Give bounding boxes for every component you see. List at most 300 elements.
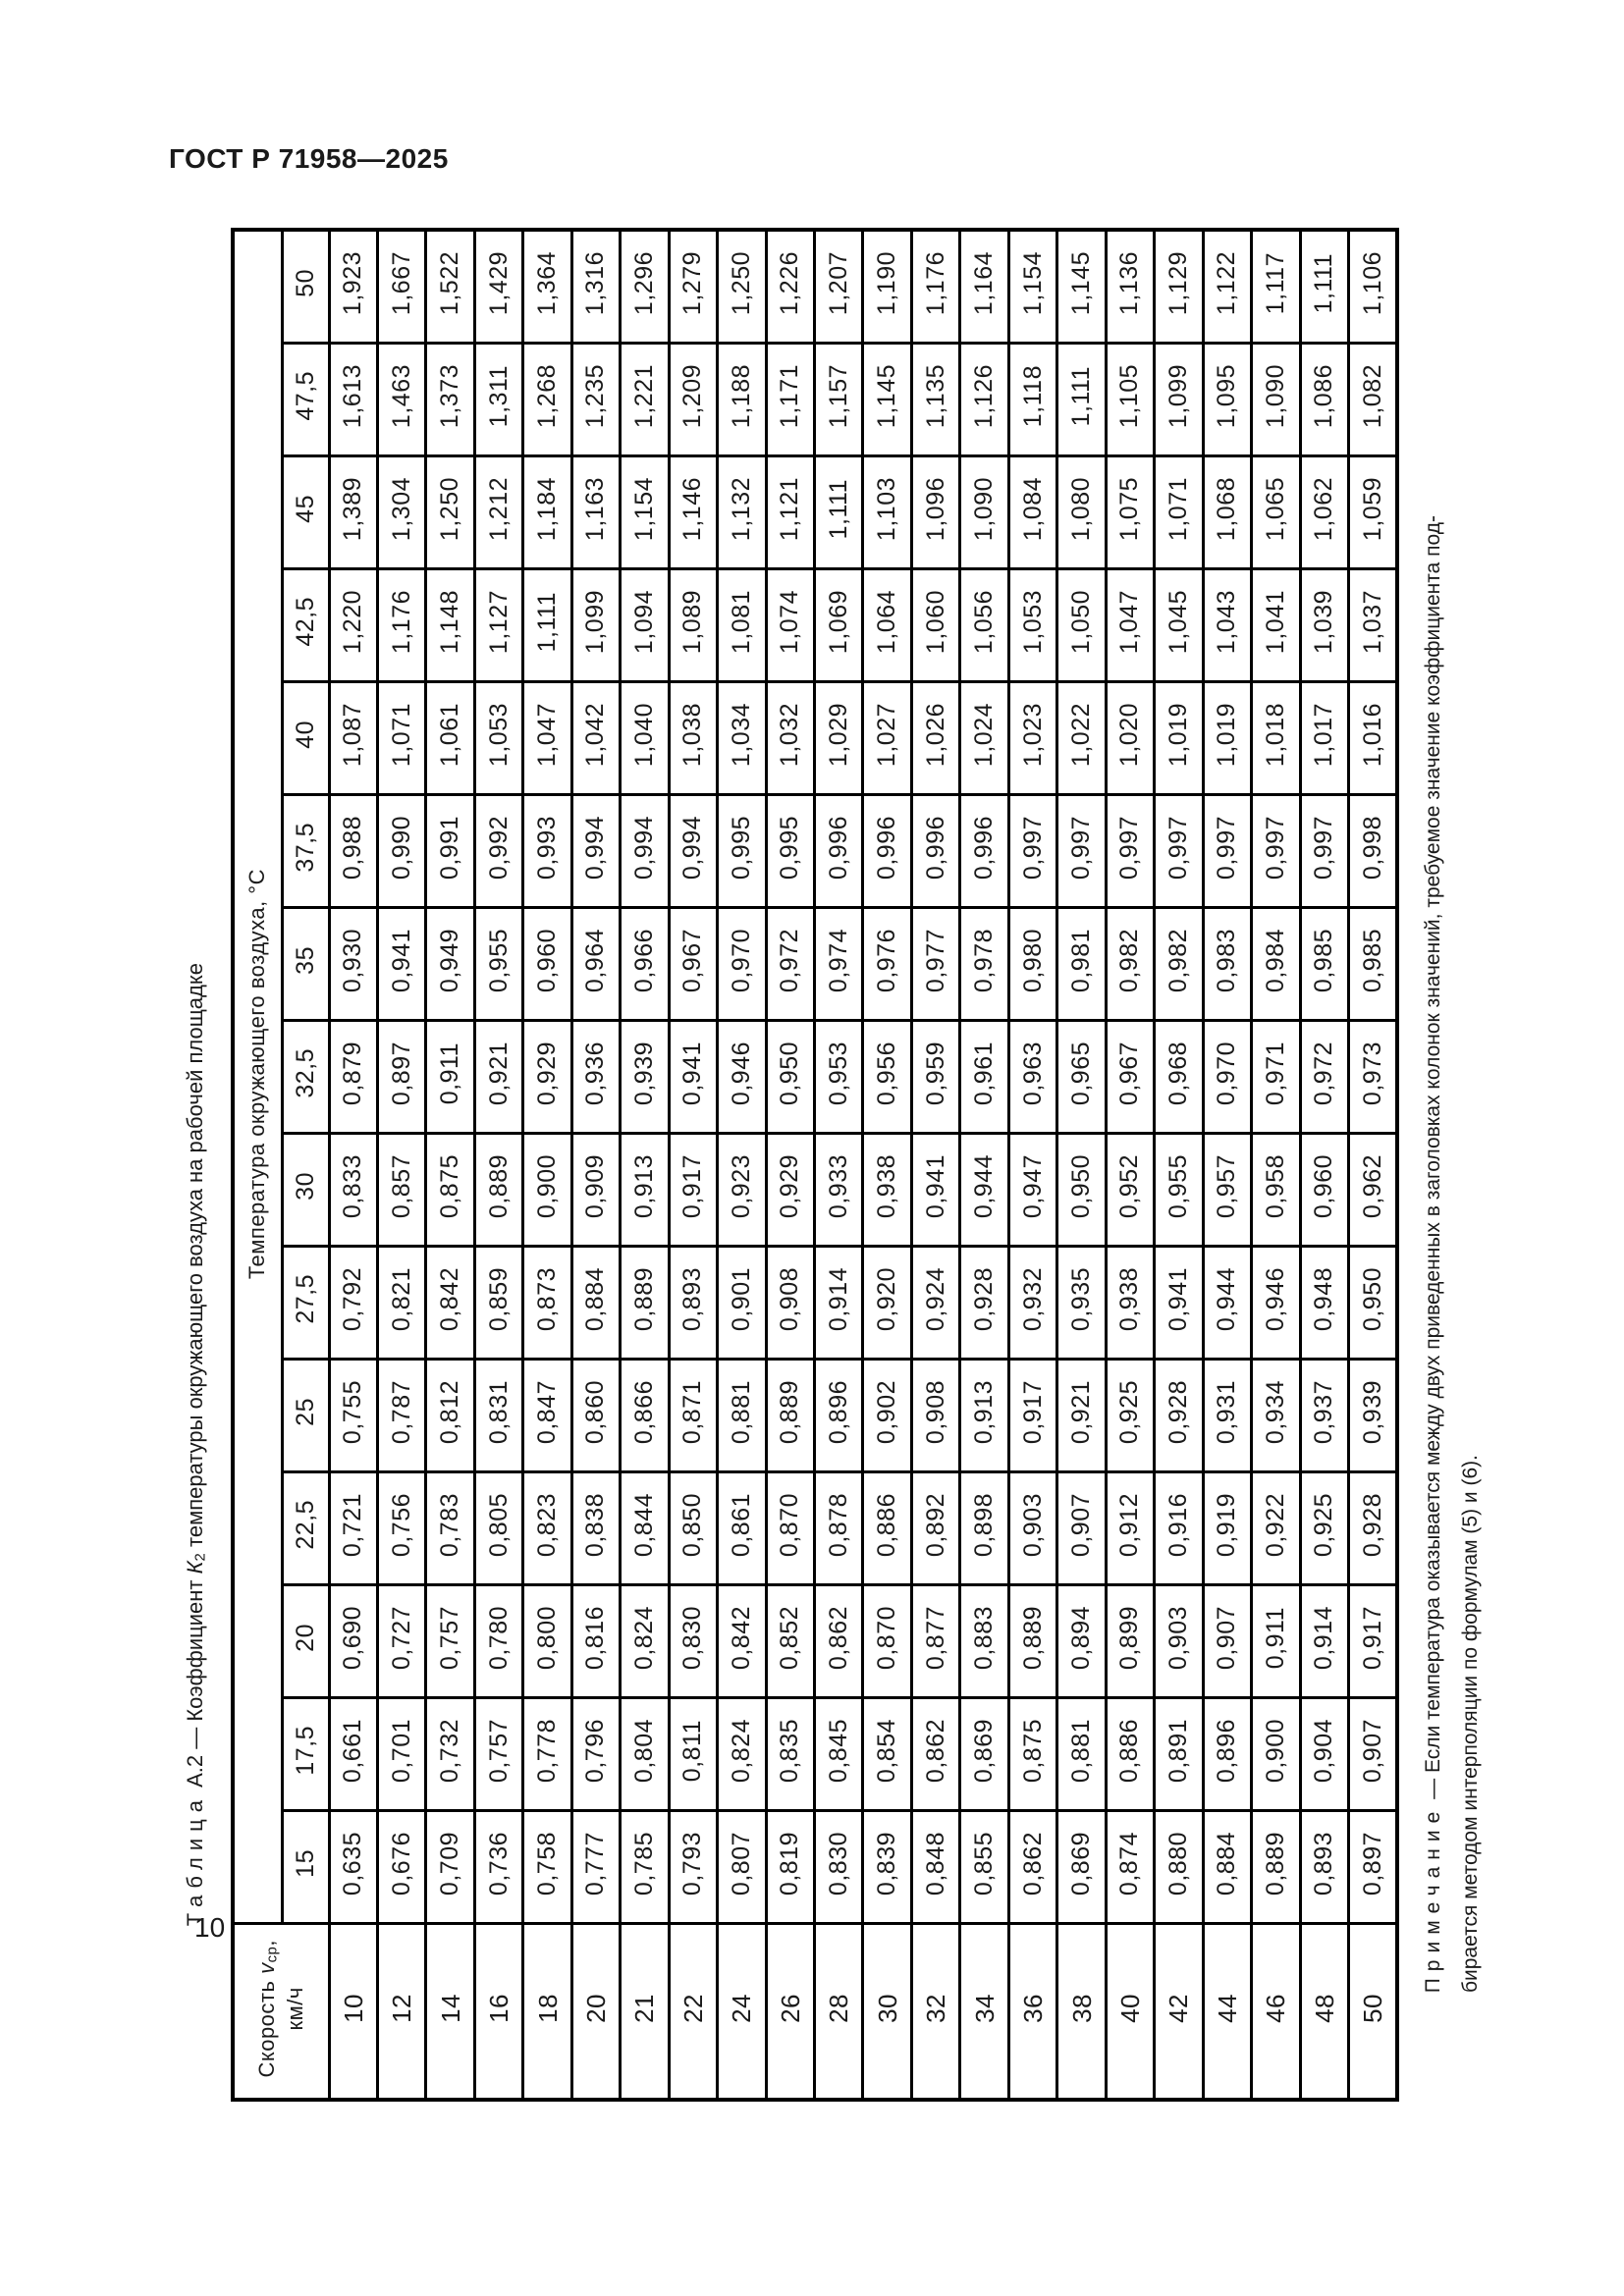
value-cell [523,1134,571,1247]
value-cell [1349,1360,1397,1472]
speed-header-cell [1252,1924,1300,2101]
value-cell [571,1134,620,1247]
coefficient-value: 0,991 [436,815,464,881]
coefficient-value: 0,976 [873,928,901,993]
coefficient-value: 0,964 [581,928,610,993]
coefficient-value: 0,870 [776,1492,804,1558]
value-cell [621,1811,669,1924]
temp-header-label: 27,5 [291,1274,319,1324]
value-cell [523,1360,571,1472]
temp-header-cell [282,1698,329,1811]
coefficient-value: 1,095 [1213,363,1241,429]
coefficient-value: 0,883 [970,1605,999,1671]
value-cell [815,456,863,569]
coefficient-value: 1,089 [678,589,707,655]
value-cell [960,1585,1008,1698]
value-cell [1252,230,1300,344]
coefficient-value: 0,956 [873,1041,901,1106]
value-cell [1106,1134,1154,1247]
value-cell [815,1021,863,1134]
coefficient-value: 0,995 [727,815,755,881]
coefficient-value: 0,758 [533,1831,562,1896]
coefficient-value: 0,709 [436,1831,464,1896]
speed-header-cell [474,1924,522,2101]
value-cell [523,1247,571,1360]
value-cell [426,230,474,344]
value-cell [1106,230,1154,344]
value-cell [621,344,669,456]
value-cell [1106,569,1154,682]
value-cell [911,908,959,1021]
value-cell [426,1360,474,1472]
speed-variable: v [253,1962,279,1975]
coefficient-value: 1,268 [533,363,562,429]
coefficient-value: 0,892 [921,1492,949,1558]
coefficient-value: 1,364 [533,250,562,316]
value-cell [1349,1811,1397,1924]
coefficient-value: 0,783 [436,1492,464,1558]
value-cell [960,456,1008,569]
doc-header: ГОСТ Р 71958—2025 [169,143,449,174]
coefficient-value: 1,221 [629,363,658,429]
coefficient-value: 1,106 [1358,250,1386,316]
coefficient-value: 0,880 [1164,1831,1192,1896]
coefficient-value: 1,050 [1067,589,1096,655]
coefficient-value: 1,117 [1261,251,1289,315]
value-cell [766,1698,814,1811]
value-cell [523,1811,571,1924]
table-grid [233,230,1397,2100]
value-cell [329,1585,377,1698]
value-cell [621,1585,669,1698]
value-cell [571,569,620,682]
coefficient-value: 0,823 [533,1492,562,1558]
coefficient-value: 0,911 [1261,1606,1289,1670]
value-cell [571,344,620,456]
value-cell [329,1360,377,1472]
coefficient-value: 1,081 [727,589,755,655]
speed-header-cell [911,1924,959,2101]
coefficient-value: 0,996 [921,815,949,881]
coefficient-value: 0,928 [1164,1379,1192,1445]
value-cell [571,1472,620,1585]
table-row [233,1472,1397,1585]
value-cell [523,1698,571,1811]
coefficient-value: 0,869 [970,1718,999,1784]
coefficient-value: 0,994 [581,815,610,881]
coefficient-value: 0,757 [436,1605,464,1671]
value-cell [377,1472,425,1585]
value-cell [669,456,717,569]
value-cell [1252,1134,1300,1247]
speed-header-label: 48 [1309,1993,1339,2023]
value-cell [329,569,377,682]
coefficient-value: 0,948 [1310,1266,1338,1332]
coefficient-value: 0,886 [1115,1718,1144,1784]
speed-variable-subscript: ср [263,1946,281,1963]
value-cell [718,1360,766,1472]
coefficient-value: 0,994 [678,815,707,881]
coefficient-value: 0,881 [1067,1718,1096,1784]
coefficient-value: 0,994 [629,815,658,881]
coefficient-value: 1,041 [1261,589,1289,655]
value-cell [815,1585,863,1698]
coefficient-value: 1,103 [873,476,901,542]
value-cell [1203,1247,1251,1360]
coefficient-value: 0,870 [873,1605,901,1671]
temp-header-cell [282,569,329,682]
value-cell [523,1472,571,1585]
coefficient-value: 1,132 [727,476,755,542]
coefficient-value: 0,985 [1358,928,1386,993]
value-cell [766,1134,814,1247]
value-cell [1057,795,1106,908]
coefficient-value: 1,250 [436,476,464,542]
coefficient-value: 0,812 [436,1379,464,1445]
value-cell [718,908,766,1021]
coefficient-value: 1,032 [776,702,804,768]
coefficient-value: 1,047 [533,702,562,768]
coefficient-value: 0,777 [581,1831,610,1896]
value-cell [815,344,863,456]
table-title-number: А.2 — Коэффициент [183,1574,207,1793]
temp-header-label: 20 [291,1624,319,1652]
value-cell [960,1360,1008,1472]
value-cell [426,908,474,1021]
value-cell [1106,344,1154,456]
value-cell [329,230,377,344]
coefficient-value: 0,904 [1310,1718,1338,1784]
coefficient-value: 0,914 [824,1266,852,1332]
coefficient-value: 1,040 [629,702,658,768]
value-cell [766,1021,814,1134]
coefficient-value: 0,661 [339,1718,367,1784]
coefficient-value: 0,938 [873,1153,901,1219]
coefficient-value: 0,992 [484,815,513,881]
value-cell [766,569,814,682]
value-cell [1057,1134,1106,1247]
temp-header-label: 42,5 [291,597,319,647]
value-cell [1155,1698,1203,1811]
value-cell [474,1698,522,1811]
value-cell [1203,230,1251,344]
value-cell [1057,1585,1106,1698]
value-cell [377,1698,425,1811]
table-row [233,1811,1397,1924]
coefficient-value: 0,676 [387,1831,415,1896]
value-cell [1300,1021,1348,1134]
temp-axis-title-cell [233,230,282,1924]
coefficient-value: 1,024 [970,702,999,768]
coefficient-value: 0,807 [727,1831,755,1896]
value-cell [377,1811,425,1924]
speed-header-cell [718,1924,766,2101]
value-cell [1349,230,1397,344]
value-cell [1008,1811,1056,1924]
value-cell [329,456,377,569]
coefficient-value: 0,993 [533,815,562,881]
coefficient-value: 1,220 [339,589,367,655]
coefficient-value: 0,957 [1213,1153,1241,1219]
value-cell [669,569,717,682]
coefficient-value: 1,122 [1213,250,1241,316]
coefficient-value: 1,389 [339,476,367,542]
value-cell [1155,908,1203,1021]
temp-header-label: 15 [291,1849,319,1878]
speed-header-cell [1155,1924,1203,2101]
coefficient-value: 0,980 [1018,928,1047,993]
coefficient-value: 0,857 [387,1153,415,1219]
coefficient-value: 1,038 [678,702,707,768]
coefficient-value: 0,928 [970,1266,999,1332]
table-row [233,230,1397,344]
coefficient-value: 0,996 [970,815,999,881]
coefficient-value: 1,068 [1213,476,1241,542]
coefficient-symbol: К [183,1561,207,1575]
coefficient-value: 0,974 [824,928,852,993]
value-cell [1252,908,1300,1021]
coefficient-value: 0,944 [970,1153,999,1219]
note-line-2: бирается методом интерполяции по формулам (5) и (6). [1459,1454,1482,1993]
value-cell [1008,1472,1056,1585]
coefficient-value: 0,961 [970,1041,999,1106]
value-cell [766,908,814,1021]
value-cell [1349,344,1397,456]
value-cell [329,1021,377,1134]
coefficient-value: 0,894 [1067,1605,1096,1671]
value-cell [1252,1021,1300,1134]
value-cell [329,908,377,1021]
value-cell [571,1360,620,1472]
coefficient-value: 0,862 [921,1718,949,1784]
value-cell [474,1134,522,1247]
value-cell [621,1247,669,1360]
coefficient-value: 0,967 [1115,1041,1144,1106]
value-cell [1106,682,1154,795]
value-cell [863,1585,911,1698]
coefficient-value: 1,111 [824,478,852,540]
value-cell [669,1472,717,1585]
speed-header-cell [1300,1924,1348,2101]
value-cell [474,1021,522,1134]
value-cell [523,1585,571,1698]
value-cell [766,230,814,344]
coefficient-value: 1,250 [727,250,755,316]
value-cell [1300,456,1348,569]
value-cell [621,1134,669,1247]
speed-header-label: 44 [1212,1993,1242,2023]
value-cell [571,1811,620,1924]
coefficient-value: 0,967 [678,928,707,993]
value-cell [426,569,474,682]
value-cell [815,1360,863,1472]
value-cell [571,1021,620,1134]
coefficient-value: 1,296 [629,250,658,316]
value-cell [863,1360,911,1472]
value-cell [1155,1360,1203,1472]
coefficient-value: 0,929 [776,1153,804,1219]
coefficient-value: 1,148 [436,589,464,655]
coefficient-value: 0,909 [581,1153,610,1219]
speed-header-cell [669,1924,717,2101]
coefficient-value: 1,212 [484,476,513,542]
speed-header-label: 28 [824,1993,854,2023]
table-row [233,569,1397,682]
value-cell [426,456,474,569]
coefficient-value: 1,207 [824,250,852,316]
value-cell [1155,456,1203,569]
value-cell [571,1698,620,1811]
speed-header-cell [1057,1924,1106,2101]
coefficient-value: 1,075 [1115,476,1144,542]
coefficient-value: 0,921 [484,1041,513,1106]
value-cell [1203,1134,1251,1247]
coefficient-value: 0,911 [436,1041,464,1105]
value-cell [911,682,959,795]
coefficient-value: 0,970 [727,928,755,993]
value-cell [621,908,669,1021]
value-cell [1300,795,1348,908]
value-cell [911,1021,959,1134]
value-cell [1349,795,1397,908]
value-cell [718,344,766,456]
coefficient-value: 0,866 [629,1379,658,1445]
coefficient-value: 1,022 [1067,702,1096,768]
value-cell [960,682,1008,795]
coefficient-value: 0,755 [339,1379,367,1445]
coefficient-value: 0,950 [1358,1266,1386,1332]
value-cell [815,1134,863,1247]
coefficient-value: 0,962 [1358,1153,1386,1219]
coefficient-value: 0,908 [921,1379,949,1445]
value-cell [960,1472,1008,1585]
value-cell [960,1247,1008,1360]
coefficient-value: 0,938 [1115,1266,1144,1332]
coefficient-value: 0,787 [387,1379,415,1445]
speed-header-row [233,1924,1397,2101]
value-cell [863,682,911,795]
coefficient-value: 0,881 [727,1379,755,1445]
coefficient-value: 1,065 [1261,476,1289,542]
coefficient-value: 0,811 [678,1719,707,1783]
value-cell [960,1811,1008,1924]
value-cell [1252,569,1300,682]
value-cell [960,908,1008,1021]
coefficient-value: 0,835 [776,1718,804,1784]
coefficient-value: 0,946 [727,1041,755,1106]
coefficient-value: 1,090 [970,476,999,542]
value-cell [1057,1360,1106,1472]
value-cell [1155,682,1203,795]
coefficient-value: 0,900 [1261,1718,1289,1784]
coefficient-value: 0,844 [629,1492,658,1558]
coefficient-value: 0,830 [824,1831,852,1896]
value-cell [669,230,717,344]
value-cell [1008,908,1056,1021]
value-cell [474,795,522,908]
value-cell [329,1247,377,1360]
speed-header-label: 30 [872,1993,902,2023]
coefficient-value: 1,069 [824,589,852,655]
coefficient-value: 1,062 [1310,476,1338,542]
coefficient-value: 0,997 [1164,815,1192,881]
coefficient-value: 1,279 [678,250,707,316]
value-cell [718,1134,766,1247]
coefficient-value: 0,833 [339,1153,367,1219]
speed-axis-title-cell [233,1924,329,2101]
coefficient-value: 1,082 [1358,363,1386,429]
value-cell [571,456,620,569]
value-cell [911,1811,959,1924]
value-cell [1203,344,1251,456]
speed-header-label: 20 [580,1993,611,2023]
speed-header-label: 24 [727,1993,757,2023]
value-cell [1008,230,1056,344]
value-cell [377,908,425,1021]
temp-axis-title: Температура окружающего воздуха, °С [244,869,270,1280]
coefficient-value: 0,727 [387,1605,415,1671]
value-cell [911,1698,959,1811]
coefficient-value: 0,690 [339,1605,367,1671]
value-cell [1203,1472,1251,1585]
coefficient-value: 1,522 [436,250,464,316]
coefficient-value: 0,958 [1261,1153,1289,1219]
coefficient-value: 0,981 [1067,928,1096,993]
coefficient-value: 0,937 [1310,1379,1338,1445]
coefficient-value: 0,859 [484,1266,513,1332]
value-cell [1252,1360,1300,1472]
coefficient-value: 0,955 [1164,1153,1192,1219]
value-cell [815,1698,863,1811]
speed-header-cell [571,1924,620,2101]
coefficient-value: 1,019 [1164,702,1192,768]
value-cell [1008,456,1056,569]
value-cell [377,1134,425,1247]
temp-header-cell [282,1811,329,1924]
value-cell [1057,1021,1106,1134]
coefficient-value: 1,045 [1164,589,1192,655]
coefficient-value: 0,990 [387,815,415,881]
value-cell [766,682,814,795]
coefficient-value: 1,087 [339,702,367,768]
table-row [233,682,1397,795]
value-cell [1252,456,1300,569]
value-cell [1203,682,1251,795]
value-cell [426,1247,474,1360]
speed-header-cell [1106,1924,1154,2101]
value-cell [377,682,425,795]
coefficient-value: 1,080 [1067,476,1096,542]
value-cell [621,1698,669,1811]
value-cell [766,1585,814,1698]
value-cell [1300,1698,1348,1811]
value-cell [911,795,959,908]
value-cell [474,1247,522,1360]
table-row [233,1021,1397,1134]
value-cell [863,1472,911,1585]
coefficient-value: 0,875 [1018,1718,1047,1784]
coefficient-value: 0,985 [1310,928,1338,993]
speed-axis-title-line2: км/ч [283,1987,308,2031]
temp-header-cell [282,1585,329,1698]
value-cell [815,795,863,908]
value-cell [863,1134,911,1247]
coefficient-value: 0,916 [1164,1492,1192,1558]
coefficient-value: 1,176 [921,250,949,316]
temp-header-cell [282,230,329,344]
speed-header-label: 40 [1114,1993,1145,2023]
value-cell [1203,1585,1251,1698]
